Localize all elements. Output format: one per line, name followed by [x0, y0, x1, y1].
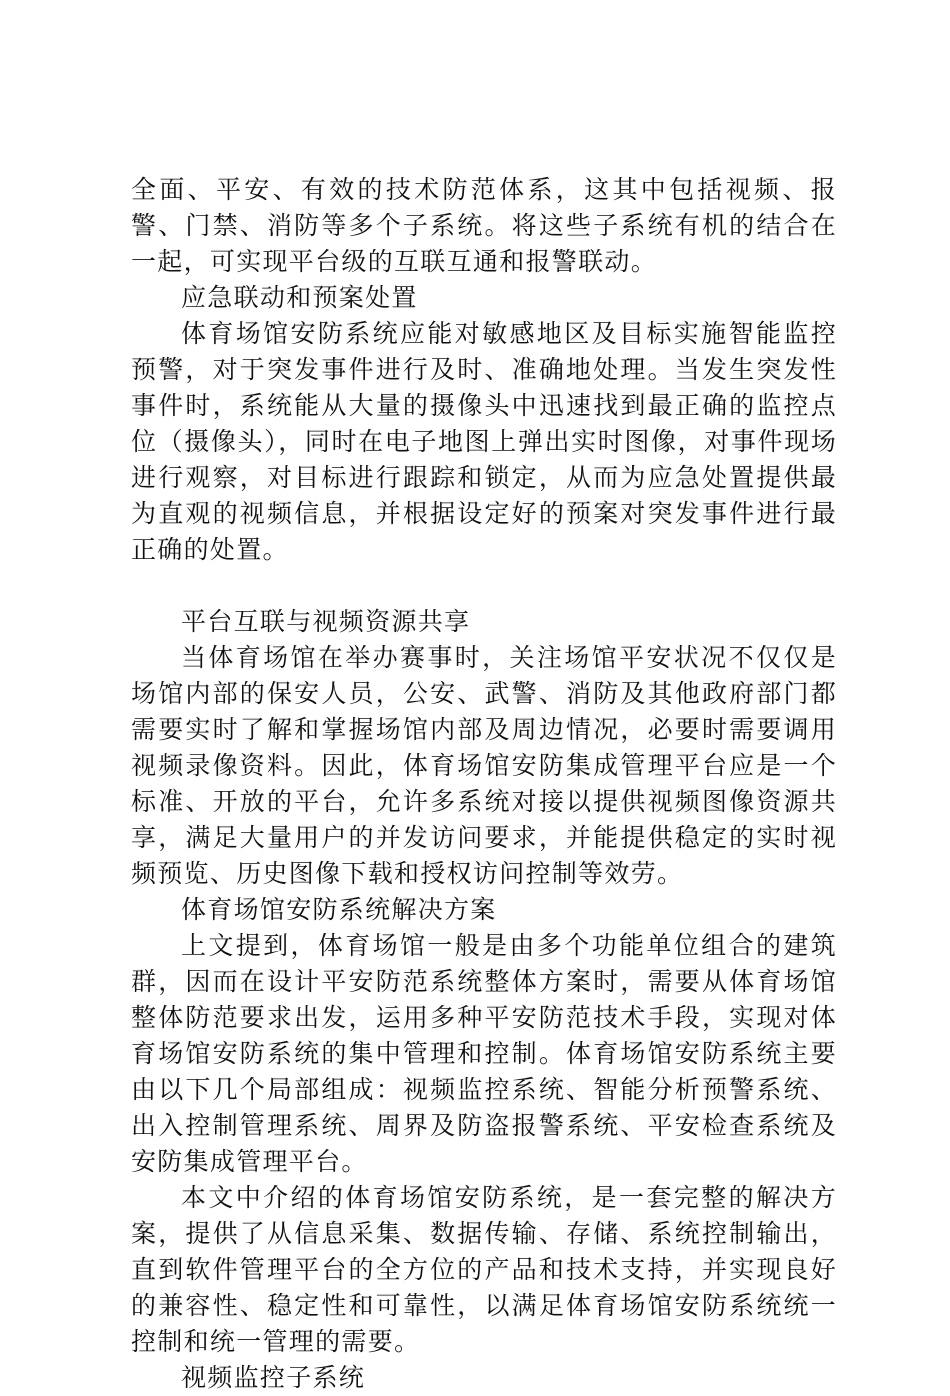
paragraph-emergency-response: 体育场馆安防系统应能对敏感地区及目标实施智能监控预警，对于突发事件进行及时、准确地处理。当发生突发性事件时，系统能从大量的摄像头中迅速找到最正确的监控点位（摄像头），同时在电子地图上弹出实时图像，对事件现场进行观察，对目标进行跟踪和锁定，从而为应急处置提供最为直观的视频信息，并根据设定好的预案对突发事件进行最正确的处置。 — [131, 319, 837, 564]
heading-platform-sharing: 平台互联与视频资源共享 — [181, 607, 471, 636]
paragraph-spacer — [131, 568, 837, 604]
paragraph-security-solution-summary: 本文中介绍的体育场馆安防系统，是一套完整的解决方案，提供了从信息采集、数据传输、存储、系统控制输出，直到软件管理平台的全方位的产品和技术支持，并实现良好的兼容性、稳定性和可靠性，以满足体育场馆安防系统统一控制和统一管理的需要。 — [131, 1183, 837, 1356]
paragraph-platform-sharing: 当体育场馆在举办赛事时，关注场馆平安状况不仅仅是场馆内部的保安人员，公安、武警、消防及其他政府部门都需要实时了解和掌握场馆内部及周边情况，必要时需要调用视频录像资料。因此，体育场馆安防集成管理平台应是一个标准、开放的平台，允许多系统对接以提供视频图像资源共享，满足大量用户的并发访问要求，并能提供稳定的实时视频预览、历史图像下载和授权访问控制等效劳。 — [131, 643, 837, 888]
document-body — [131, 172, 837, 1396]
heading-emergency-response: 应急联动和预案处置 — [181, 283, 418, 312]
heading-security-solution: 体育场馆安防系统解决方案 — [181, 895, 497, 924]
heading-video-surveillance: 视频监控子系统 — [181, 1363, 366, 1392]
paragraph-intro-continuation: 全面、平安、有效的技术防范体系，这其中包括视频、报警、门禁、消防等多个子系统。将这些子系统有机的结合在一起，可实现平台级的互联互通和报警联动。 — [131, 175, 837, 276]
paragraph-security-solution-overview: 上文提到，体育场馆一般是由多个功能单位组合的建筑群，因而在设计平安防范系统整体方案时，需要从体育场馆整体防范要求出发，运用多种平安防范技术手段，实现对体育场馆安防系统的集中管理和控制。体育场馆安防系统主要由以下几个局部组成：视频监控系统、智能分析预警系统、出入控制管理系统、周界及防盗报警系统、平安检查系统及安防集成管理平台。 — [131, 931, 837, 1176]
